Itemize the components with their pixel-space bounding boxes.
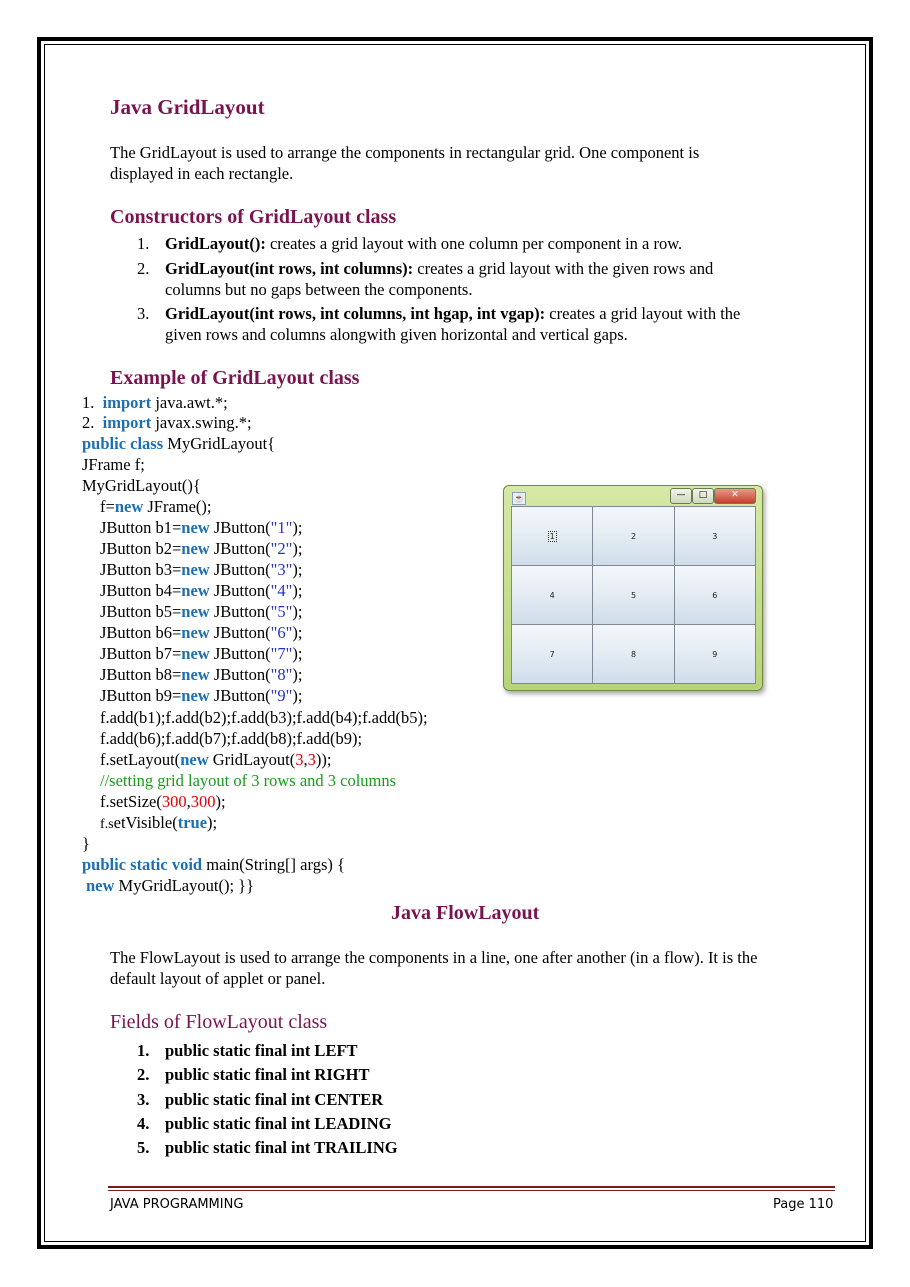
code-text: JButton( [209, 623, 271, 642]
intro-line-1: The GridLayout is used to arrange the components in rectangular grid. One component is [110, 143, 700, 162]
constructor-desc: creates a grid layout with the given rows and [413, 259, 714, 278]
code-text: JButton b1= [100, 518, 182, 537]
code-number: 3 [307, 750, 316, 769]
code-text: ); [292, 560, 303, 579]
code-keyword: new [114, 497, 144, 516]
code-line [100, 580, 303, 601]
code-text: JButton( [209, 665, 271, 684]
constructor-num-3: 3. [137, 304, 150, 323]
grid-button-8[interactable]: 8 [593, 625, 673, 683]
code-text: ); [292, 686, 303, 705]
code-line [100, 812, 217, 835]
field-number: 5. [137, 1138, 150, 1158]
code-text: JButton b2= [100, 539, 182, 558]
code-text: JButton( [209, 686, 271, 705]
grid-button-6[interactable]: 6 [675, 566, 755, 624]
field-item: public static final int CENTER [165, 1089, 384, 1109]
minimize-button[interactable]: — [670, 488, 692, 504]
constructor-num-1: 1. [137, 234, 150, 253]
field-number: 4. [137, 1113, 150, 1133]
flow-intro-line-1: The FlowLayout is used to arrange the components in a line, one after another (in a flow). It is the [110, 948, 758, 967]
code-text: JButton b4= [100, 581, 182, 600]
code-line [100, 601, 303, 622]
code-text: etVisible( [113, 813, 178, 832]
page-number: Page 110 [773, 1197, 834, 1212]
java-icon: ☕ [512, 492, 526, 505]
constructor-item-2-cont: columns but no gaps between the components. [165, 280, 473, 299]
code-comment: //setting grid layout of 3 rows and 3 columns [100, 771, 397, 790]
constructor-sig: GridLayout(int rows, int columns): [165, 259, 414, 278]
heading-flowlayout: Java FlowLayout [391, 902, 540, 924]
grid-button-3[interactable]: 3 [675, 507, 755, 565]
flow-intro-line-2: default layout of applet or panel. [110, 969, 326, 988]
code-text: JButton( [209, 602, 271, 621]
grid-button-2[interactable]: 2 [593, 507, 673, 565]
code-line [100, 749, 331, 770]
code-line [100, 517, 303, 538]
code-line [100, 643, 303, 664]
close-button[interactable]: ✕ [714, 488, 756, 504]
grid-button-5[interactable]: 5 [593, 566, 673, 624]
code-keyword: new [181, 665, 210, 684]
constructor-item-3-cont: given rows and columns alongwith given horizontal and vertical gaps. [165, 325, 628, 344]
code-text: f.setLayout( [100, 750, 181, 769]
code-text: MyGridLayout{ [163, 434, 276, 453]
code-line [100, 791, 226, 812]
code-line [100, 538, 303, 559]
gridlayout-window [503, 485, 763, 691]
code-string: "7" [270, 644, 293, 663]
field-item: public static final int TRAILING [165, 1138, 398, 1158]
field-item: public static final int RIGHT [165, 1065, 370, 1085]
code-keyword: new [181, 560, 210, 579]
code-text: JButton( [209, 518, 271, 537]
heading-fields: Fields of FlowLayout class [110, 1011, 328, 1033]
code-string: "3" [270, 560, 293, 579]
grid-button-9[interactable]: 9 [675, 625, 755, 683]
code-text: , [303, 750, 308, 769]
code-text: f= [100, 497, 115, 516]
grid-button-7[interactable]: 7 [512, 625, 592, 683]
code-text: f.setSize( [100, 792, 162, 811]
code-line: MyGridLayout(){ [82, 476, 201, 495]
code-keyword: new [181, 644, 210, 663]
grid-button-1[interactable] [512, 507, 592, 565]
code-text: JButton b6= [100, 623, 182, 642]
footer-rule [108, 1186, 835, 1188]
code-text: )); [315, 750, 332, 769]
code-line: } [82, 834, 90, 853]
code-keyword: new [180, 750, 209, 769]
code-text: ); [292, 539, 303, 558]
code-keyword: new [181, 539, 210, 558]
code-text: java.awt.*; [151, 393, 228, 412]
code-text: MyGridLayout(); }} [114, 876, 254, 895]
code-text: ); [207, 813, 218, 832]
footer-title: JAVA PROGRAMMING [110, 1197, 244, 1212]
heading-example: Example of GridLayout class [110, 367, 360, 389]
code-text: f.s [100, 817, 114, 832]
code-keyword: new [181, 623, 210, 642]
code-text: ); [292, 665, 303, 684]
field-item: public static final int LEADING [165, 1113, 392, 1133]
code-line [100, 622, 303, 643]
code-text: JButton b8= [100, 665, 182, 684]
field-item: public static final int LEFT [165, 1041, 358, 1060]
code-text: JButton( [209, 539, 271, 558]
code-text: JButton( [209, 560, 271, 579]
code-keyword: import [102, 393, 152, 412]
constructor-desc: creates a grid layout with the [545, 304, 741, 323]
code-line [82, 412, 252, 433]
maximize-button[interactable]: □ [692, 488, 714, 504]
code-line [82, 392, 228, 413]
footer-rule-thin [108, 1190, 835, 1191]
constructor-desc: creates a grid layout with one column per component in a row. [265, 234, 683, 253]
code-text: GridLayout( [208, 750, 296, 769]
constructor-sig: GridLayout(int rows, int columns, int hgap, int vgap): [165, 304, 546, 323]
line-number: 2. [82, 413, 95, 432]
code-string: "8" [270, 665, 293, 684]
intro-line-2: displayed in each rectangle. [110, 164, 294, 183]
code-string: "6" [270, 623, 293, 642]
code-line [100, 559, 303, 580]
code-keyword: true [177, 813, 208, 832]
code-text: main(String[] args) { [202, 855, 345, 874]
code-text: JFrame(); [143, 497, 212, 516]
code-keyword: new [181, 581, 210, 600]
line-number: 1. [82, 393, 95, 412]
constructor-item-1 [165, 233, 682, 254]
heading-gridlayout: Java GridLayout [110, 95, 265, 119]
code-line [100, 664, 303, 685]
grid-button-label: 1 [549, 531, 555, 541]
code-text: JButton b5= [100, 602, 182, 621]
code-text: javax.swing.*; [151, 413, 252, 432]
field-number: 1. [137, 1041, 150, 1060]
code-keyword: new [86, 876, 115, 895]
code-string: "1" [270, 518, 293, 537]
constructor-item-2 [165, 258, 713, 279]
code-keyword: new [181, 686, 210, 705]
code-keyword: new [181, 602, 210, 621]
code-text: JButton( [209, 581, 271, 600]
field-number: 3. [137, 1089, 150, 1109]
code-text: ); [215, 792, 226, 811]
heading-constructors: Constructors of GridLayout class [110, 206, 397, 228]
code-string: "5" [270, 602, 293, 621]
code-line [100, 496, 212, 517]
code-text: ); [292, 581, 303, 600]
button-grid [511, 506, 756, 684]
code-number: 300 [190, 792, 216, 811]
code-line [82, 433, 275, 454]
code-string: "9" [270, 686, 293, 705]
constructor-num-2: 2. [137, 259, 150, 278]
code-line: f.add(b1);f.add(b2);f.add(b3);f.add(b4);f.add(b5); [100, 708, 428, 727]
code-line [86, 875, 254, 896]
code-text: JButton( [209, 644, 271, 663]
code-keyword: public class [82, 434, 164, 453]
code-text: JButton b3= [100, 560, 182, 579]
constructor-item-3 [165, 303, 740, 324]
field-number: 2. [137, 1065, 150, 1085]
code-text: ); [292, 518, 303, 537]
code-text: ); [292, 602, 303, 621]
code-keyword: public static void [82, 855, 203, 874]
code-keyword: import [102, 413, 152, 432]
code-keyword: new [181, 518, 210, 537]
code-text: ); [292, 644, 303, 663]
code-line [82, 854, 345, 875]
code-string: "2" [270, 539, 293, 558]
code-text: JButton b7= [100, 644, 182, 663]
code-string: "4" [270, 581, 293, 600]
constructor-sig: GridLayout(): [165, 234, 266, 253]
code-number: 3 [295, 750, 304, 769]
code-text: JButton b9= [100, 686, 182, 705]
code-number: 300 [161, 792, 187, 811]
code-text: , [186, 792, 191, 811]
code-line: JFrame f; [82, 455, 145, 474]
code-line: f.add(b6);f.add(b7);f.add(b8);f.add(b9); [100, 729, 363, 748]
code-line [100, 685, 303, 706]
grid-button-4[interactable]: 4 [512, 566, 592, 624]
code-text: ); [292, 623, 303, 642]
